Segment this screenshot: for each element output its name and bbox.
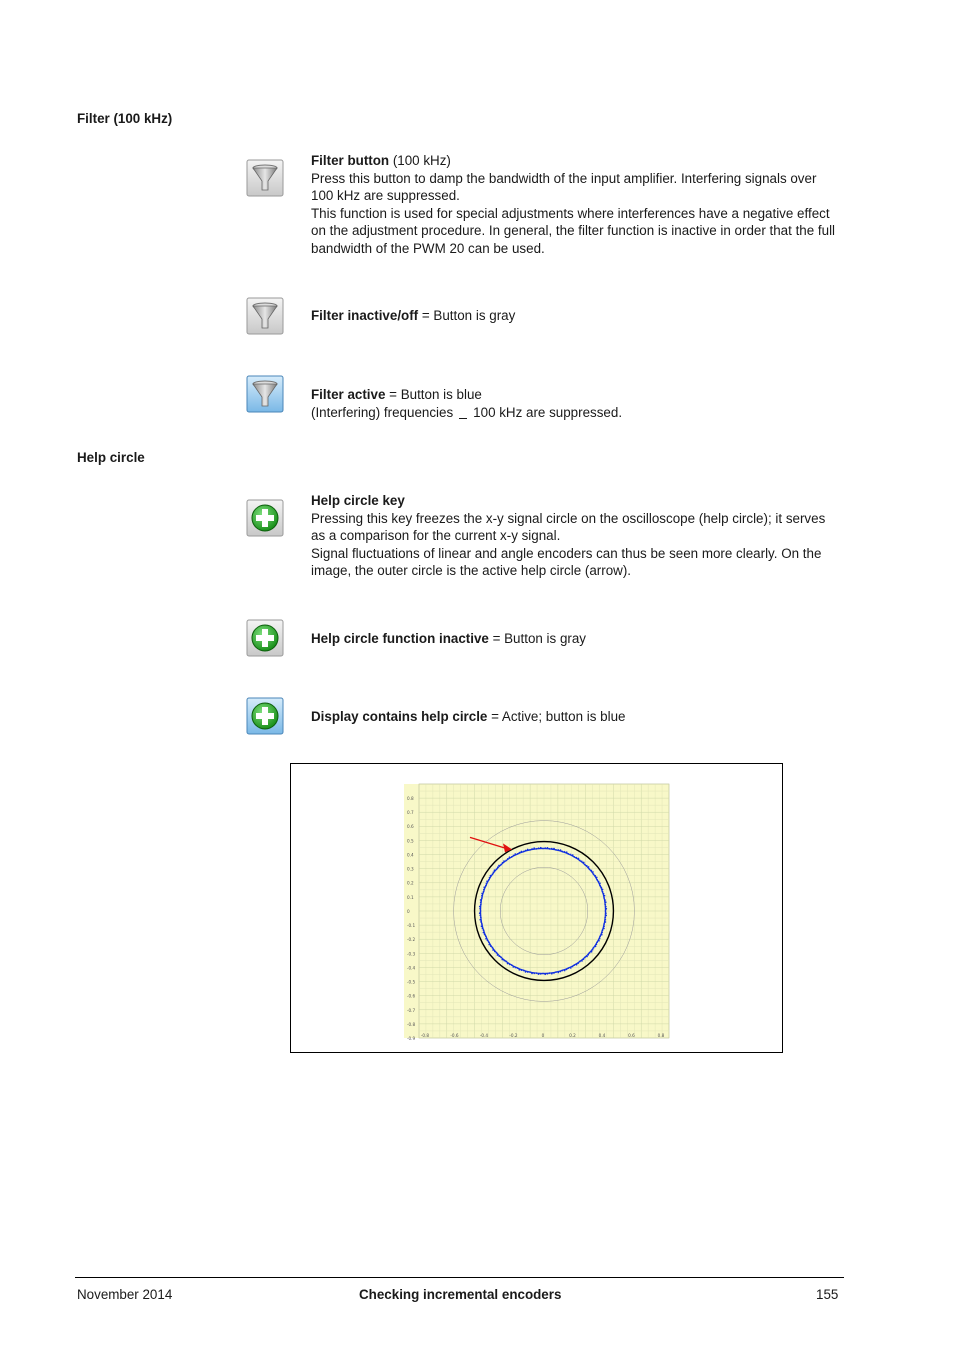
filter-button-line-1: Press this button to damp the bandwidth of the input amplifier. Interfering signals over 100 kHz are suppressed. (311, 170, 817, 204)
x-tick-label: 0.8 (657, 1033, 665, 1038)
help-circle-inactive-description (311, 630, 841, 648)
y-tick-label: 0.6 (407, 824, 414, 830)
y-tick-label: -0.5 (407, 979, 416, 985)
help-circle-active-rest: = Active; button is blue (487, 709, 626, 724)
filter-button-description (311, 152, 841, 258)
x-tick-label: -0.6 (450, 1033, 459, 1038)
help-circle-key-title: Help circle key (311, 493, 405, 508)
y-tick-label: 0.8 (407, 796, 414, 801)
funnel-gray-icon (246, 159, 284, 197)
y-tick-label: 0 (407, 908, 410, 914)
funnel-gray-icon (246, 297, 284, 335)
section-heading-filter: Filter (100 kHz) (77, 111, 173, 126)
footer-page-number: 155 (816, 1287, 839, 1302)
filter-button-title-suffix: (100 kHz) (389, 153, 451, 168)
y-tick-label: 0.3 (407, 866, 414, 872)
help-circle-key-line-1: Pressing this key freezes the x-y signal circle on the oscilloscope (help circle); it serves as a comparison for the current x-y signal. (311, 510, 826, 544)
oscilloscope-plot (291, 764, 782, 1052)
y-tick-label: 0.5 (407, 838, 414, 844)
filter-active-line2-b: 100 kHz are suppressed. (473, 404, 623, 420)
oscilloscope-figure (290, 763, 783, 1053)
help-circle-active-title: Display contains help circle (311, 709, 488, 724)
y-tick-label: 0.4 (407, 852, 414, 858)
filter-inactive-rest: = Button is gray (418, 308, 516, 323)
y-tick-label: -0.9 (407, 1036, 416, 1041)
y-tick-label: -0.4 (407, 965, 416, 971)
filter-inactive-description (311, 307, 841, 325)
y-tick-label: 0.1 (407, 894, 414, 900)
footer-rule (75, 1277, 844, 1278)
funnel-blue-icon (246, 375, 284, 413)
filter-button-title: Filter button (311, 153, 390, 168)
plus-circle-icon (246, 619, 284, 657)
y-tick-label: -0.1 (407, 923, 416, 929)
filter-inactive-title: Filter inactive/off (311, 308, 419, 323)
help-circle-inactive-rest: = Button is gray (488, 631, 586, 646)
help-circle-key-description (311, 492, 841, 580)
x-tick-label: 0 (541, 1033, 545, 1038)
footer-title: Checking incremental encoders (359, 1287, 562, 1302)
footer-date: November 2014 (77, 1287, 173, 1302)
less-than-symbol (459, 408, 467, 419)
y-tick-label: -0.7 (407, 1007, 416, 1013)
x-tick-label: 0.6 (628, 1033, 635, 1038)
x-tick-label: 0.4 (598, 1033, 606, 1038)
help-circle-inactive-title: Help circle function inactive (311, 631, 489, 646)
x-tick-label: -0.2 (509, 1033, 518, 1038)
y-tick-label: -0.3 (407, 951, 416, 957)
filter-active-line2-a: (Interfering) frequencies (311, 404, 454, 420)
help-circle-key-line-2: Signal fluctuations of linear and angle encoders can thus be seen more clearly. On the image, the outer circle is the active help circle (arrow). (311, 545, 822, 579)
x-tick-label: 0.2 (569, 1033, 576, 1038)
y-tick-label: -0.2 (407, 937, 416, 943)
filter-active-title: Filter active (311, 387, 386, 402)
y-tick-label: 0.7 (407, 810, 414, 816)
y-tick-label: 0.2 (407, 880, 414, 886)
plus-circle-icon (246, 499, 284, 537)
filter-active-description (311, 386, 841, 421)
x-tick-label: -0.8 (420, 1033, 430, 1038)
y-tick-label: -0.6 (407, 993, 416, 999)
filter-button-line-2: This function is used for special adjustments where interferences have a negative effect on the adjustment procedure. In general, the filter function is inactive in order that the full bandwidth of the PWM 20 can be used. (311, 205, 836, 256)
section-heading-help-circle: Help circle (77, 450, 145, 465)
help-circle-active-description (311, 708, 841, 726)
plus-circle-blue-icon (246, 697, 284, 735)
y-tick-label: -0.8 (407, 1021, 416, 1027)
filter-active-rest: = Button is blue (385, 387, 482, 402)
x-tick-label: -0.4 (479, 1033, 489, 1038)
